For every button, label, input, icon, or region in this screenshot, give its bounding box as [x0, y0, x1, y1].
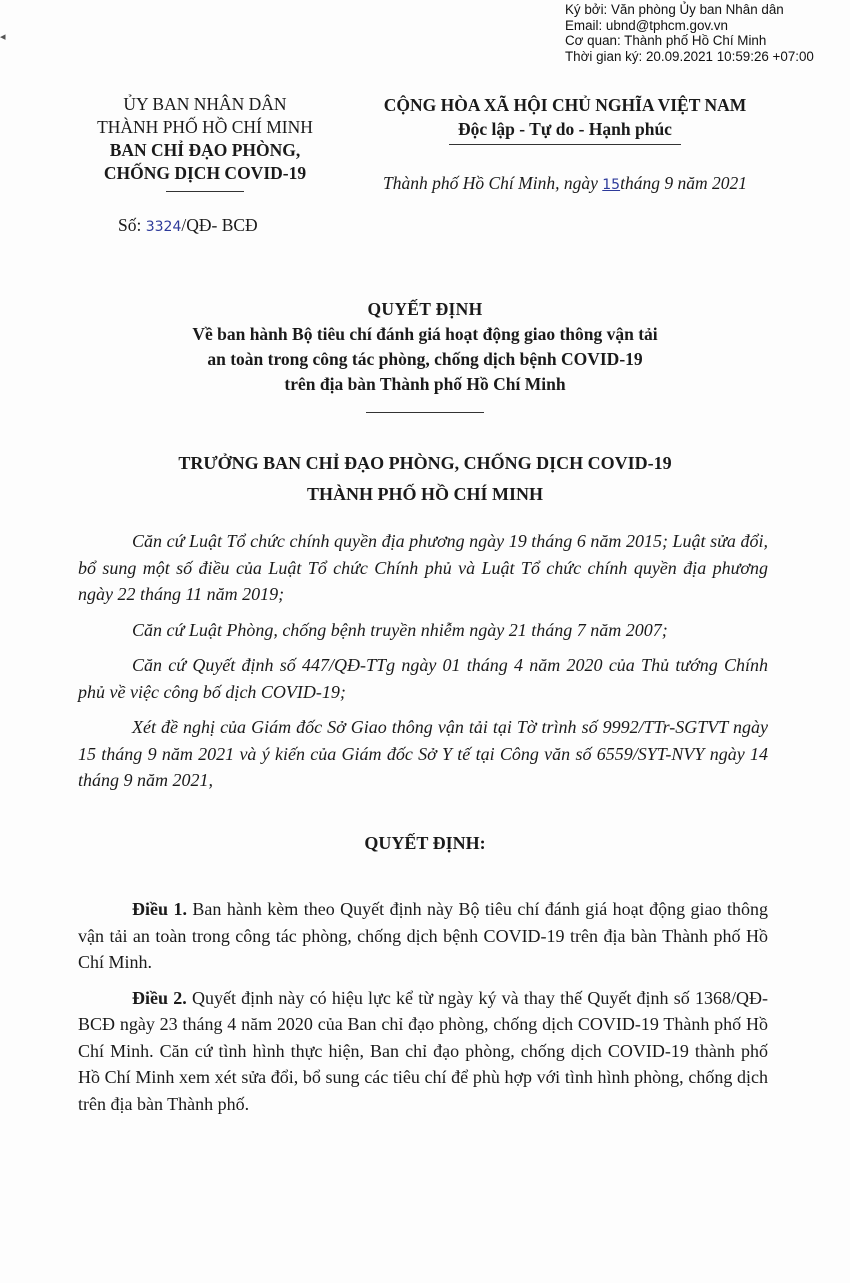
page-edge-mark: ◂: [0, 31, 6, 43]
digital-signature-block: [565, 2, 850, 64]
article-1-label: Điều 1.: [132, 899, 187, 919]
dateline-prefix: Thành phố Hồ Chí Minh, ngày: [383, 173, 603, 193]
article-2: [78, 985, 768, 1118]
authority-line-1: TRƯỞNG BAN CHỈ ĐẠO PHÒNG, CHỐNG DỊCH COVID-19: [178, 453, 672, 473]
signature-time: Thời gian ký: 20.09.2021 10:59:26 +07:00: [565, 48, 814, 64]
dateline-suffix: tháng 9 năm 2021: [620, 173, 747, 193]
article-1-text: Ban hành kèm theo Quyết định này Bộ tiêu chí đánh giá hoạt động giao thông vận tải an toàn trong công tác phòng, chống dịch bệnh COVID-19 trên địa bàn Thành phố Hồ Chí Minh.: [78, 899, 768, 972]
document-number-value: 3324: [145, 219, 182, 235]
agency-line-1: ỦY BAN NHÂN DÂN: [123, 94, 287, 114]
preamble: [78, 528, 768, 794]
document-number-prefix: Số:: [118, 215, 146, 235]
signature-agency: Cơ quan: Thành phố Hồ Chí Minh: [565, 33, 767, 49]
national-motto: Độc lập - Tự do - Hạnh phúc: [458, 119, 672, 139]
articles: [78, 896, 768, 1117]
authority-line-2: THÀNH PHỐ HỒ CHÍ MINH: [306, 484, 543, 504]
title-line-1: Về ban hành Bộ tiêu chí đánh giá hoạt động giao thông vận tải: [192, 324, 658, 344]
document-number: [118, 215, 258, 236]
dateline: [355, 173, 775, 194]
title-heading: QUYẾT ĐỊNH: [367, 299, 483, 319]
decision-heading: QUYẾT ĐỊNH:: [364, 833, 486, 853]
dateline-day: 15: [602, 177, 621, 193]
national-motto-header: [350, 93, 780, 145]
preamble-paragraph-4: Xét đề nghị của Giám đốc Sở Giao thông vận tải tại Tờ trình số 9992/TTr-SGTVT ngày 15 tháng 9 năm 2021 và ý kiến của Giám đốc Sở Y tế tại Công văn số 6559/SYT-NVY ngày 14 tháng 9 năm 2021,: [78, 717, 768, 790]
preamble-paragraph-2: Căn cứ Luật Phòng, chống bệnh truyền nhiễm ngày 21 tháng 7 năm 2007;: [132, 619, 668, 640]
agency-line-3: BAN CHỈ ĐẠO PHÒNG,: [109, 140, 301, 160]
motto-divider: [449, 144, 681, 145]
article-2-text: Quyết định này có hiệu lực kể từ ngày ký và thay thế Quyết định số 1368/QĐ-BCĐ ngày 23 tháng 4 năm 2020 của Ban chỉ đạo phòng, chống dịch COVID-19 Thành phố Hồ Chí Minh. Căn cứ tình hình thực hiện, Ban chỉ đạo phòng, chống dịch COVID-19 thành phố Hồ Chí Minh xem xét sửa đổi, bổ sung các tiêu chí để phù hợp với tình hình phòng, chống dịch trên địa bàn Thành phố.: [78, 987, 768, 1114]
signature-email: Email: ubnd@tphcm.gov.vn: [565, 17, 728, 33]
article-2-label: Điều 2.: [132, 987, 187, 1008]
article-1: [78, 896, 768, 976]
preamble-paragraph-3: Căn cứ Quyết định số 447/QĐ-TTg ngày 01 tháng 4 năm 2020 của Thủ tướng Chính phủ về việc công bố dịch COVID-19;: [78, 655, 768, 702]
document-number-suffix: /QĐ- BCĐ: [181, 215, 258, 235]
title-line-3: trên địa bàn Thành phố Hồ Chí Minh: [284, 374, 566, 394]
document-title: [100, 297, 750, 413]
title-divider: [366, 412, 484, 413]
agency-divider: [166, 191, 244, 192]
issuing-agency-header: [70, 93, 340, 192]
signature-signed-by: Ký bởi: Văn phòng Ủy ban Nhân dân: [565, 2, 784, 17]
agency-line-2: THÀNH PHỐ HỒ CHÍ MINH: [97, 117, 313, 137]
national-name: CỘNG HÒA XÃ HỘI CHỦ NGHĨA VIỆT NAM: [383, 95, 747, 115]
title-line-2: an toàn trong công tác phòng, chống dịch bệnh COVID-19: [207, 349, 643, 369]
agency-line-4: CHỐNG DỊCH COVID-19: [103, 163, 307, 183]
signing-authority: [90, 448, 760, 510]
preamble-paragraph-1: Căn cứ Luật Tổ chức chính quyền địa phương ngày 19 tháng 6 năm 2015; Luật sửa đổi, bổ sung một số điều của Luật Tổ chức Chính phủ và Luật Tổ chức chính quyền địa phương ngày 22 tháng 11 năm 2019;: [78, 531, 768, 604]
